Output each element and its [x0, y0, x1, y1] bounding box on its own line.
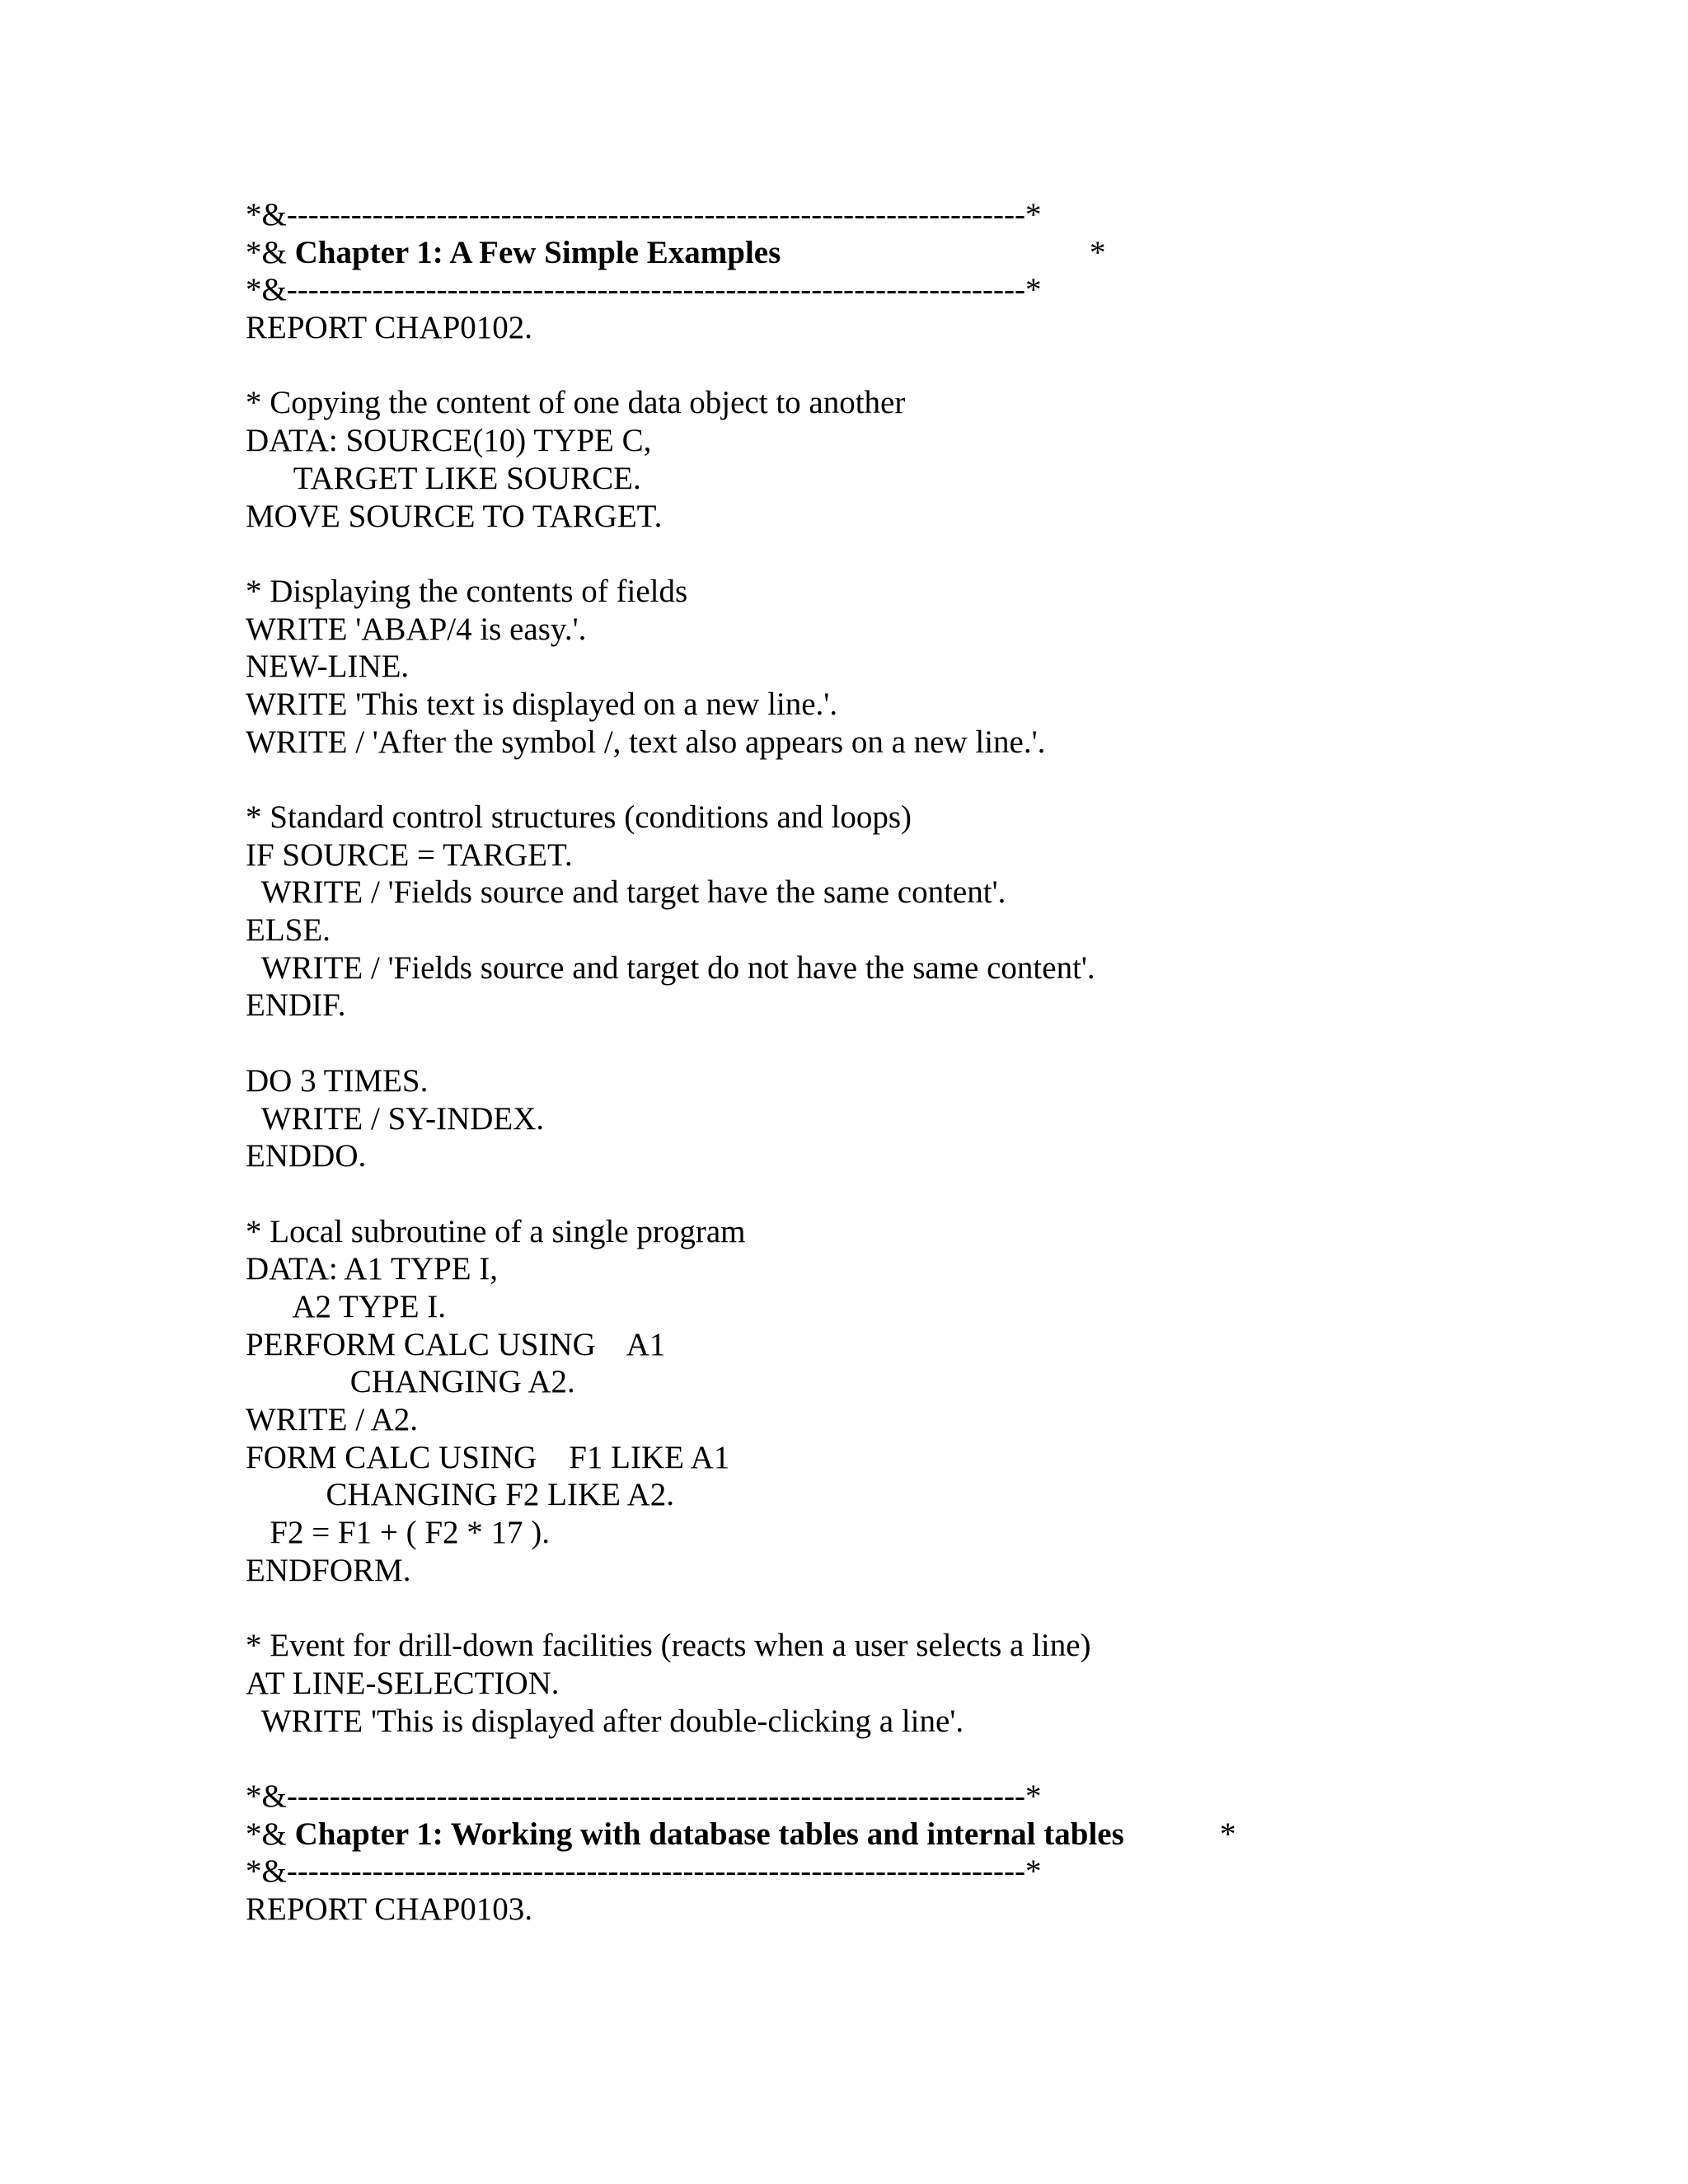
code-line: WRITE / 'Fields source and target have the same content'. — [246, 874, 1006, 911]
heading-prefix: *& — [246, 1816, 295, 1852]
chapter-title: Chapter 1: A Few Simple Examples — [294, 234, 781, 270]
blank-line — [246, 1175, 1647, 1213]
chapter-heading — [246, 234, 1647, 272]
code-line: WRITE 'This is displayed after double-clicking a line'. — [246, 1703, 964, 1739]
code-line: WRITE 'This text is displayed on a new line.'. — [246, 686, 838, 722]
report-statement: REPORT CHAP0103. — [246, 1891, 533, 1927]
code-line: WRITE / SY-INDEX. — [246, 1100, 545, 1137]
code-line: F2 = F1 + ( F2 * 17 ). — [246, 1515, 551, 1551]
heading-end-star: * — [1090, 234, 1106, 270]
document-page — [246, 196, 1647, 1929]
code-line: WRITE 'ABAP/4 is easy.'. — [246, 611, 587, 647]
code-line: ENDDO. — [246, 1138, 367, 1174]
comment-rule-bottom: *&---------------------------------------------------------------------* — [246, 1854, 1042, 1890]
code-line: NEW-LINE. — [246, 649, 410, 685]
blank-line — [246, 1024, 1647, 1062]
code-line: CHANGING A2. — [246, 1364, 575, 1400]
comment-rule-bottom: *&---------------------------------------------------------------------* — [246, 272, 1042, 308]
heading-end-star: * — [1220, 1816, 1236, 1852]
code-comment: * Event for drill-down facilities (reacts when a user selects a line) — [246, 1628, 1091, 1664]
code-line: TARGET LIKE SOURCE. — [246, 460, 641, 496]
code-comment: * Displaying the contents of fields — [246, 573, 688, 609]
blank-line — [246, 1589, 1647, 1627]
chapter-title: Chapter 1: Working with database tables and internal tables — [294, 1816, 1124, 1852]
code-line: DATA: A1 TYPE I, — [246, 1251, 499, 1287]
code-line: IF SOURCE = TARGET. — [246, 837, 573, 873]
code-line: MOVE SOURCE TO TARGET. — [246, 498, 663, 534]
code-line: WRITE / 'After the symbol /, text also appears on a new line.'. — [246, 724, 1046, 760]
blank-line — [246, 761, 1647, 799]
heading-prefix: *& — [246, 234, 295, 270]
code-line: DATA: SOURCE(10) TYPE C, — [246, 423, 652, 459]
report-statement: REPORT CHAP0102. — [246, 310, 533, 346]
code-line: ENDIF. — [246, 987, 346, 1024]
chapter-heading — [246, 1816, 1647, 1854]
code-line: AT LINE-SELECTION. — [246, 1665, 560, 1701]
blank-line — [246, 347, 1647, 385]
code-comment: * Copying the content of one data object to another — [246, 385, 906, 421]
code-line: FORM CALC USING F1 LIKE A1 — [246, 1439, 730, 1475]
code-line: ELSE. — [246, 912, 331, 949]
code-comment: * Local subroutine of a single program — [246, 1213, 746, 1249]
code-comment: * Standard control structures (conditions and loops) — [246, 799, 912, 835]
code-line: WRITE / A2. — [246, 1402, 419, 1437]
code-line: ENDFORM. — [246, 1552, 411, 1588]
comment-rule-top: *&---------------------------------------------------------------------* — [246, 1778, 1042, 1814]
code-line: DO 3 TIMES. — [246, 1062, 429, 1099]
blank-line — [246, 1740, 1647, 1778]
code-line: CHANGING F2 LIKE A2. — [246, 1477, 674, 1513]
blank-line — [246, 535, 1647, 573]
code-line: PERFORM CALC USING A1 — [246, 1326, 666, 1362]
code-line: WRITE / 'Fields source and target do not have the same content'. — [246, 949, 1095, 986]
comment-rule-top: *&---------------------------------------------------------------------* — [246, 197, 1042, 232]
code-line: A2 TYPE I. — [246, 1288, 447, 1324]
